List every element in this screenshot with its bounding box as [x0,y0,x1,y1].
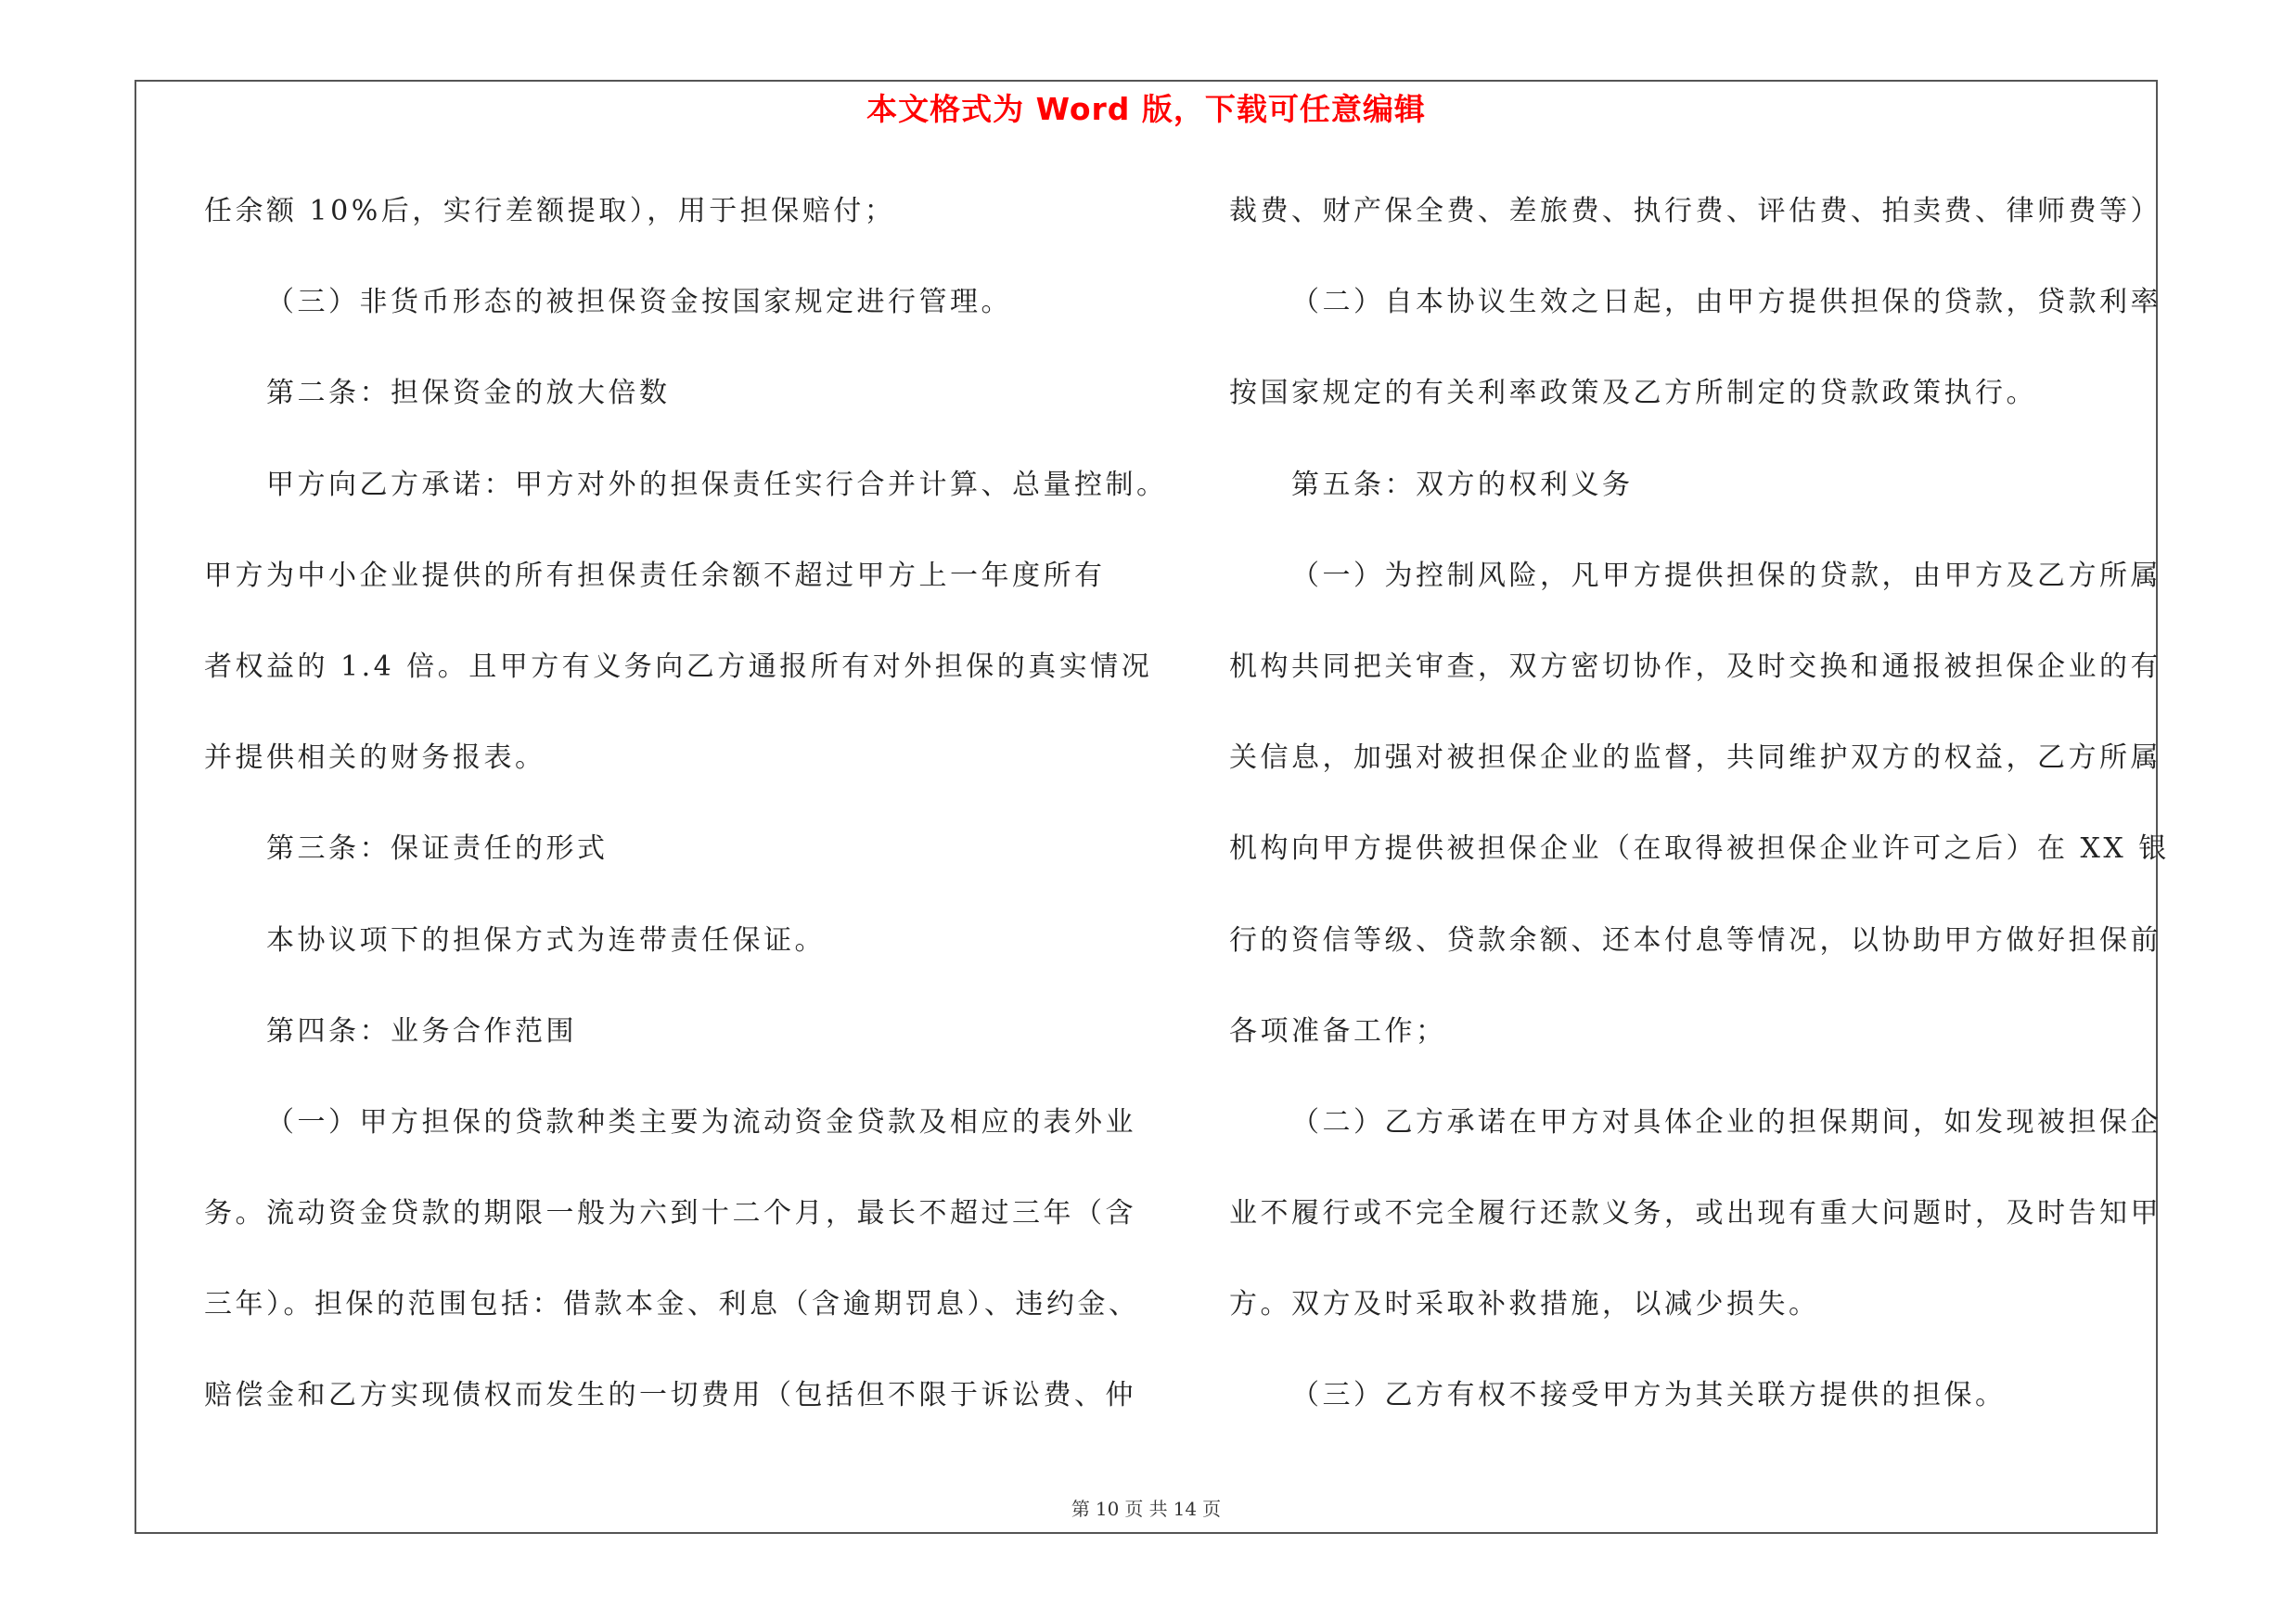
section-heading: 第三条：保证责任的形式 [266,832,609,866]
text-line: 三年）。担保的范围包括：借款本金、利息（含逾期罚息）、违约金、 [204,1288,1140,1321]
text-line: 行的资信等级、贷款余额、还本付息等情况，以协助甲方做好担保前 [1229,923,2161,957]
text-line: 者权益的 1.4 倍。且甲方有义务向乙方通报所有对外担保的真实情况 [204,650,1153,683]
section-heading: 第二条：担保资金的放大倍数 [266,377,671,410]
text-line: 机构共同把关审查，双方密切协作，及时交换和通报被担保企业的有 [1229,650,2161,683]
section-heading: 第四条：业务合作范围 [266,1014,577,1048]
left-column [204,186,1168,1462]
text-line: 裁费、财产保全费、差旅费、执行费、评估费、拍卖费、律师费等） [1229,195,2161,227]
text-line: 业不履行或不完全履行还款义务，或出现有重大问题时，及时告知甲 [1229,1197,2161,1230]
text-line: 任余额 10%后，实行差额提取），用于担保赔付； [204,195,896,227]
text-line: （一）甲方担保的贷款种类主要为流动资金贷款及相应的表外业 [266,1105,1136,1139]
text-line: 机构向甲方提供被担保企业（在取得被担保企业许可之后）在 XX 银 [1229,832,2170,866]
text-line: （二）乙方承诺在甲方对具体企业的担保期间，如发现被担保企 [1291,1105,2161,1139]
text-line: （二）自本协议生效之日起，由甲方提供担保的贷款，贷款利率 [1291,286,2161,319]
footer-mid: 页 共 [1124,1498,1168,1520]
right-column [1229,186,2170,1462]
text-line: 务。流动资金贷款的期限一般为六到十二个月，最长不超过三年（含 [204,1197,1136,1230]
text-line: （三）非货币形态的被担保资金按国家规定进行管理。 [266,286,1012,319]
page-footer [135,1494,2158,1521]
text-line: 方。双方及时采取补救措施，以减少损失。 [1229,1288,1820,1321]
text-line: （一）为控制风险，凡甲方提供担保的贷款，由甲方及乙方所属 [1291,559,2161,592]
text-line: 并提供相关的财务报表。 [204,741,546,775]
current-page-number: 10 [1095,1498,1120,1520]
text-line: （三）乙方有权不接受甲方为其关联方提供的担保。 [1291,1379,2007,1412]
header-banner: 本文格式为 Word 版，下载可任意编辑 [866,91,1426,127]
text-line: 赔偿金和乙方实现债权而发生的一切费用（包括但不限于诉讼费、仲 [204,1379,1136,1412]
text-line: 各项准备工作； [1229,1014,1447,1048]
text-line: 本协议项下的担保方式为连带责任保证。 [266,923,826,957]
text-line: 关信息，加强对被担保企业的监督，共同维护双方的权益，乙方所属 [1229,741,2161,775]
text-line: 甲方为中小企业提供的所有担保责任余额不超过甲方上一年度所有 [204,559,1106,592]
total-page-count: 14 [1173,1498,1198,1520]
text-line: 甲方向乙方承诺：甲方对外的担保责任实行合并计算、总量控制。 [266,468,1168,501]
section-heading: 第五条：双方的权利义务 [1291,468,1634,501]
footer-suffix: 页 [1202,1498,1222,1520]
footer-prefix: 第 [1071,1498,1090,1520]
text-line: 按国家规定的有关利率政策及乙方所制定的贷款政策执行。 [1229,377,2037,410]
